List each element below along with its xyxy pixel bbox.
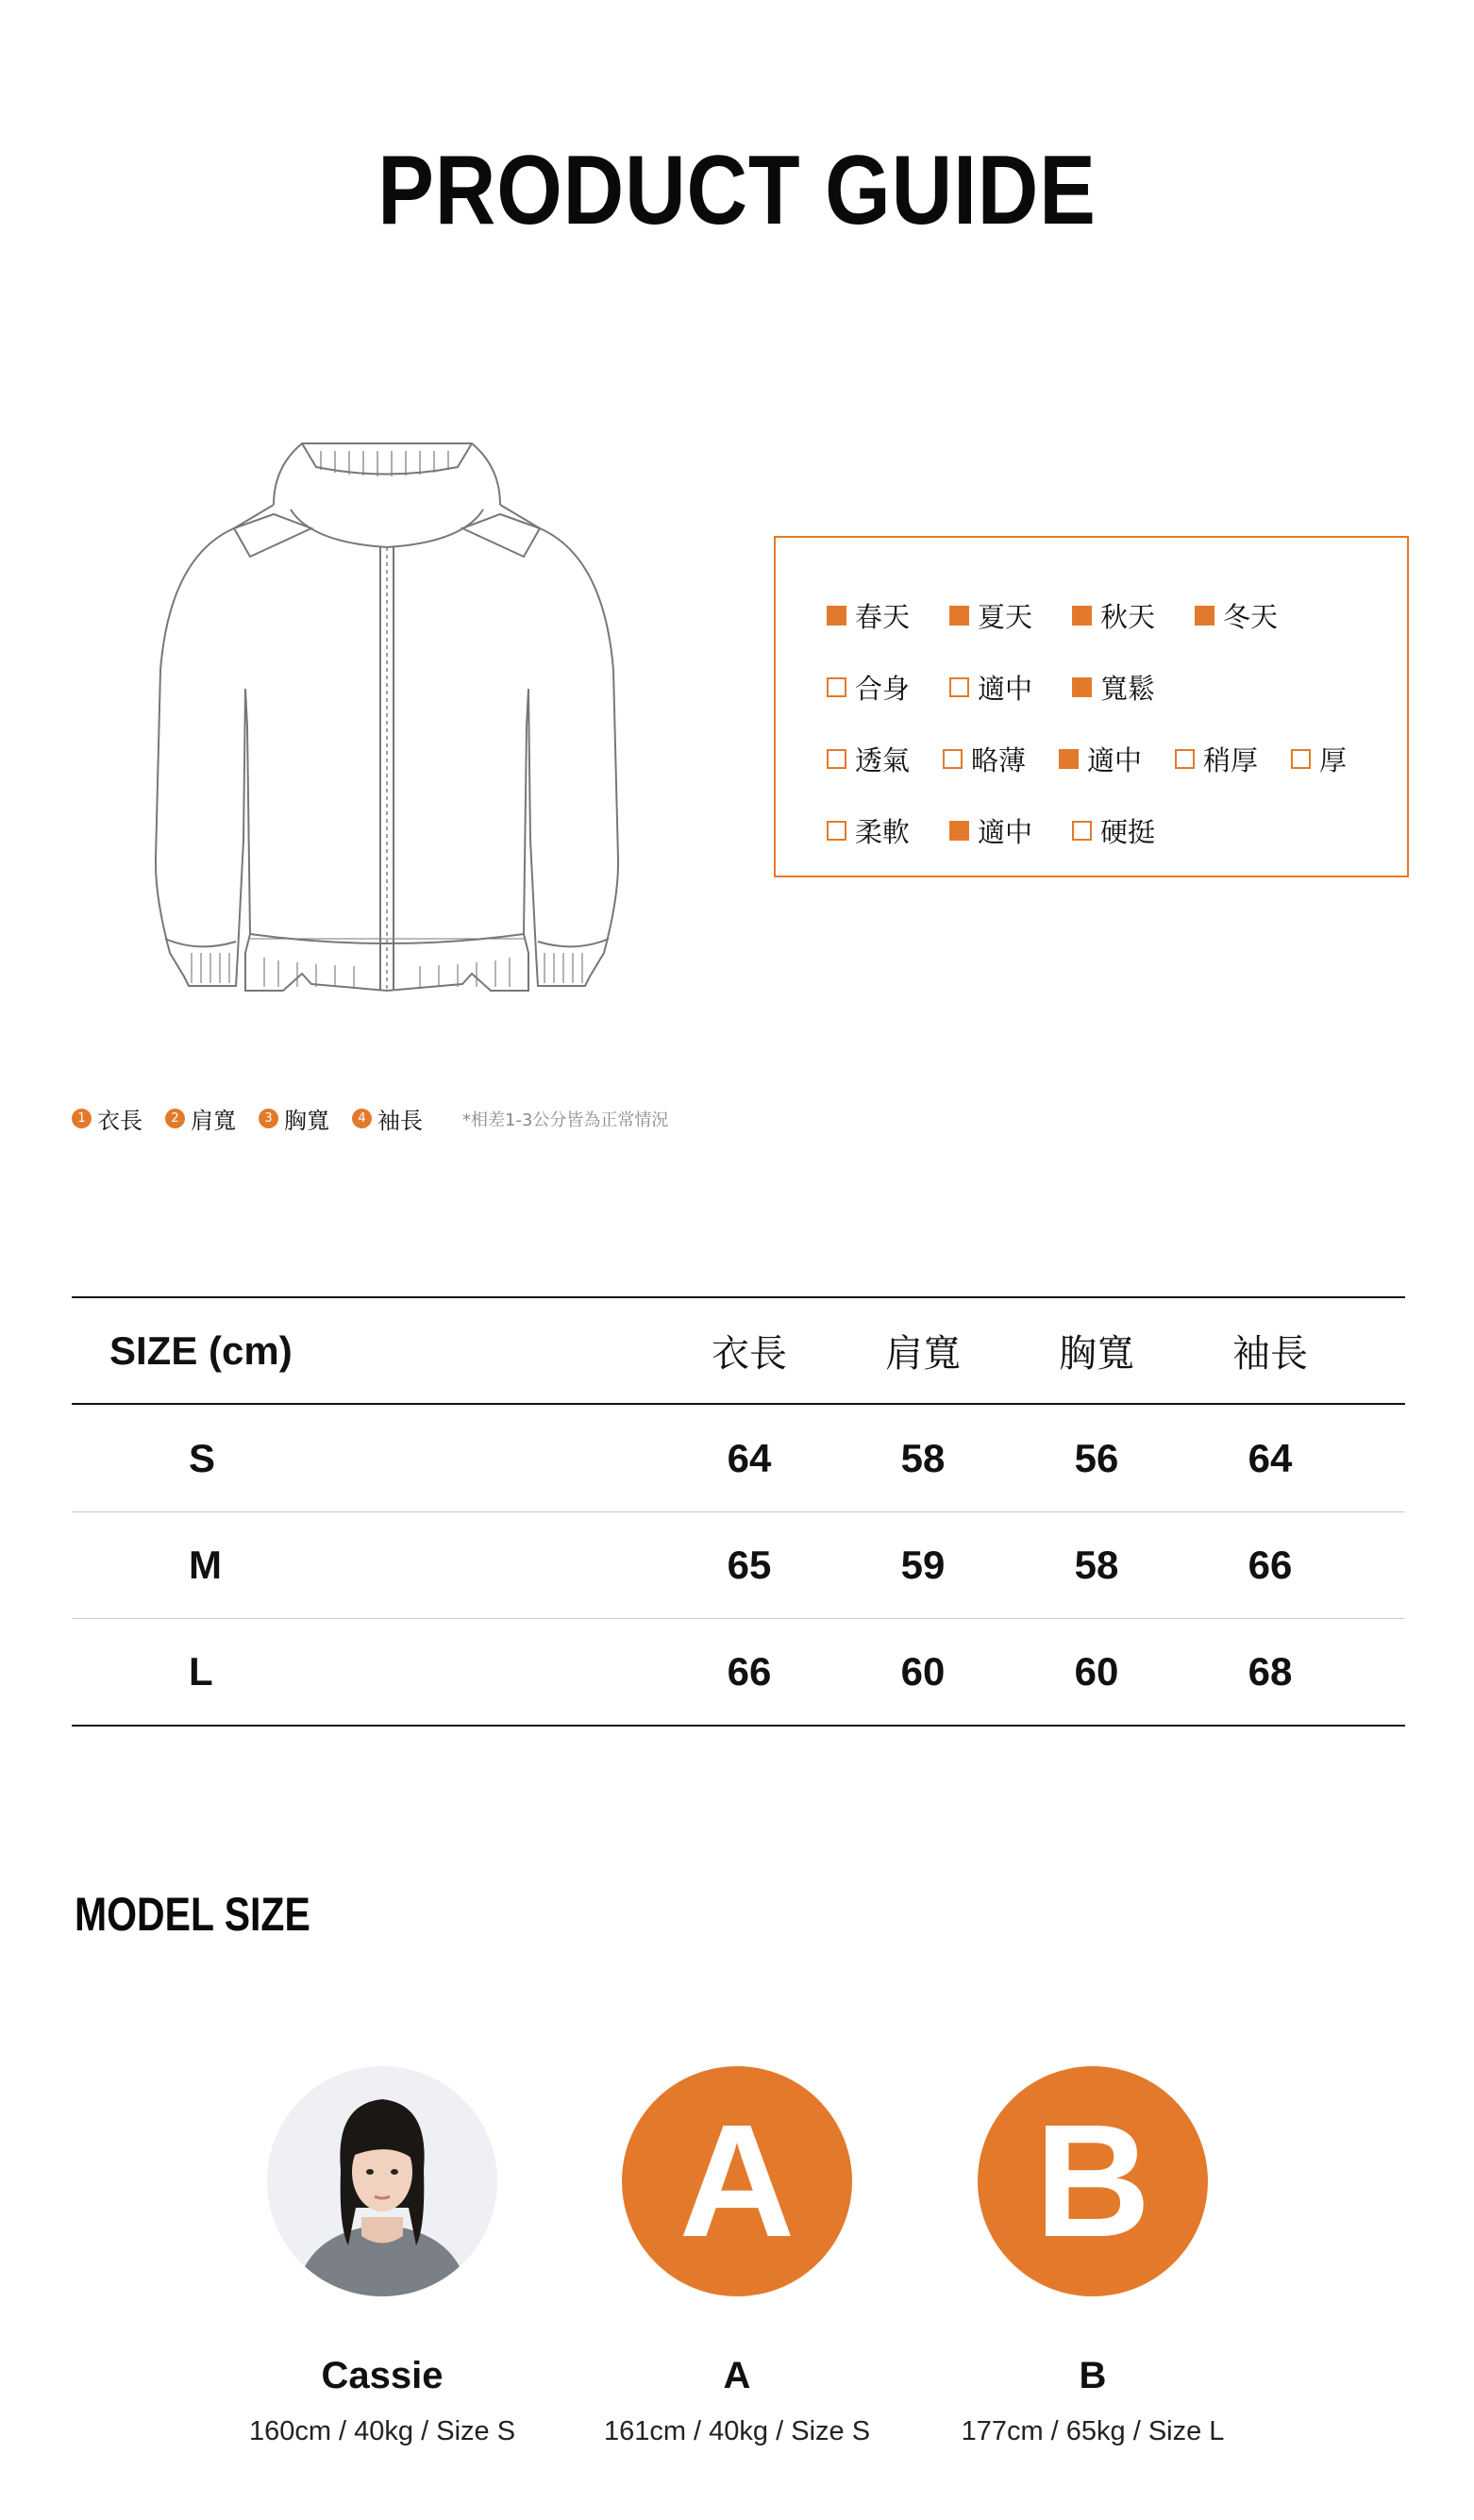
unchecked-box-icon (1291, 749, 1311, 769)
model-stats: 177cm / 65kg / Size L (961, 2416, 1225, 2446)
model-photo (267, 2066, 497, 2296)
model-avatar-letter: A (622, 2066, 852, 2296)
legend-item (259, 1102, 329, 1135)
model-card-cassie (241, 2066, 524, 2447)
unchecked-box-icon (1175, 749, 1195, 769)
attribute-item (949, 668, 1072, 707)
attribute-label: 合身 (855, 672, 911, 705)
unchecked-box-icon (827, 821, 846, 841)
legend-item (72, 1102, 142, 1135)
col-header-length: 衣長 (712, 1332, 787, 1376)
attribute-item (949, 811, 1072, 850)
attribute-item (827, 811, 949, 850)
table-row (72, 1618, 1405, 1725)
attribute-label: 適中 (978, 672, 1033, 705)
checked-box-icon (1059, 749, 1079, 769)
attribute-label: 春天 (855, 600, 911, 633)
checked-box-icon (949, 606, 969, 626)
unchecked-box-icon (949, 677, 969, 697)
attribute-item (1291, 740, 1407, 778)
attribute-row (827, 579, 1407, 651)
legend-item (165, 1102, 236, 1135)
attribute-label: 透氣 (855, 743, 911, 776)
table-row (72, 1511, 1405, 1618)
checked-box-icon (949, 821, 969, 841)
attribute-label: 厚 (1319, 743, 1348, 776)
page-title: PRODUCT GUIDE (377, 136, 1097, 245)
attribute-item (827, 668, 949, 707)
legend-label: 袖長 (377, 1108, 423, 1134)
table-cell: 65 (727, 1543, 772, 1587)
model-card-b (951, 2066, 1234, 2447)
model-name: B (1079, 2355, 1107, 2396)
attribute-panel (774, 536, 1409, 877)
model-stats: 161cm / 40kg / Size S (603, 2416, 871, 2446)
col-header-chest: 胸寬 (1059, 1332, 1134, 1376)
table-cell: 56 (1074, 1435, 1119, 1480)
attribute-item (1195, 596, 1317, 635)
legend-label: 衣長 (97, 1108, 142, 1134)
attribute-label: 適中 (978, 815, 1033, 848)
table-cell: 68 (1248, 1649, 1293, 1694)
jacket-illustration (132, 425, 642, 1010)
attribute-item (1175, 740, 1291, 778)
attribute-item (949, 596, 1072, 635)
attribute-label: 硬挺 (1100, 815, 1156, 848)
attribute-item (1072, 811, 1195, 850)
size-unit-label: SIZE (cm) (109, 1327, 293, 1373)
number-dot-icon: 4 (352, 1109, 372, 1128)
model-name: A (723, 2355, 751, 2396)
size-label: M (189, 1543, 222, 1587)
table-cell: 64 (1248, 1435, 1293, 1480)
attribute-label: 寬鬆 (1100, 672, 1156, 705)
number-dot-icon: 1 (72, 1109, 92, 1128)
model-name: Cassie (321, 2355, 444, 2396)
attribute-label: 適中 (1087, 743, 1143, 776)
attribute-item (1072, 668, 1195, 707)
table-cell: 60 (1074, 1649, 1119, 1694)
table-cell: 60 (900, 1649, 946, 1694)
size-label: L (189, 1649, 213, 1694)
legend-label: 胸寬 (284, 1108, 329, 1134)
unchecked-box-icon (827, 749, 846, 769)
col-header-sleeve: 袖長 (1232, 1332, 1308, 1376)
col-header-shoulder: 肩寬 (885, 1332, 961, 1376)
size-table (72, 1296, 1405, 1727)
table-cell: 58 (900, 1435, 946, 1480)
attribute-label: 略薄 (971, 743, 1027, 776)
legend-label: 肩寬 (191, 1108, 236, 1134)
checked-box-icon (1072, 606, 1092, 626)
measurement-legend (72, 1102, 668, 1135)
table-header (72, 1298, 1405, 1405)
table-cell: 64 (727, 1435, 772, 1480)
attribute-row (827, 651, 1407, 723)
table-cell: 66 (1248, 1543, 1293, 1587)
attribute-item (1059, 740, 1175, 778)
checked-box-icon (1195, 606, 1214, 626)
attribute-row (827, 723, 1407, 794)
number-dot-icon: 2 (165, 1109, 185, 1128)
unchecked-box-icon (1072, 821, 1092, 841)
model-size-title: MODEL SIZE (75, 1888, 310, 1941)
attribute-item (1072, 596, 1195, 635)
attribute-item (827, 596, 949, 635)
unchecked-box-icon (943, 749, 963, 769)
attribute-label: 冬天 (1223, 600, 1279, 633)
checked-box-icon (827, 606, 846, 626)
size-label: S (189, 1435, 216, 1480)
tolerance-note: *相差1-3公分皆為正常情況 (462, 1110, 669, 1130)
model-stats: 160cm / 40kg / Size S (248, 2416, 516, 2446)
model-avatar-letter: B (978, 2066, 1208, 2296)
number-dot-icon: 3 (259, 1109, 278, 1128)
table-cell: 58 (1074, 1543, 1119, 1587)
attribute-label: 夏天 (978, 600, 1033, 633)
attribute-label: 柔軟 (855, 815, 911, 848)
attribute-label: 稍厚 (1203, 743, 1259, 776)
table-cell: 59 (900, 1543, 946, 1587)
attribute-item (943, 740, 1059, 778)
table-row (72, 1405, 1405, 1511)
unchecked-box-icon (827, 677, 846, 697)
checked-box-icon (1072, 677, 1092, 697)
legend-item (352, 1102, 423, 1135)
attribute-item (827, 740, 943, 778)
table-cell: 66 (727, 1649, 772, 1694)
attribute-row (827, 794, 1407, 866)
model-card-a (595, 2066, 879, 2447)
attribute-label: 秋天 (1100, 600, 1156, 633)
